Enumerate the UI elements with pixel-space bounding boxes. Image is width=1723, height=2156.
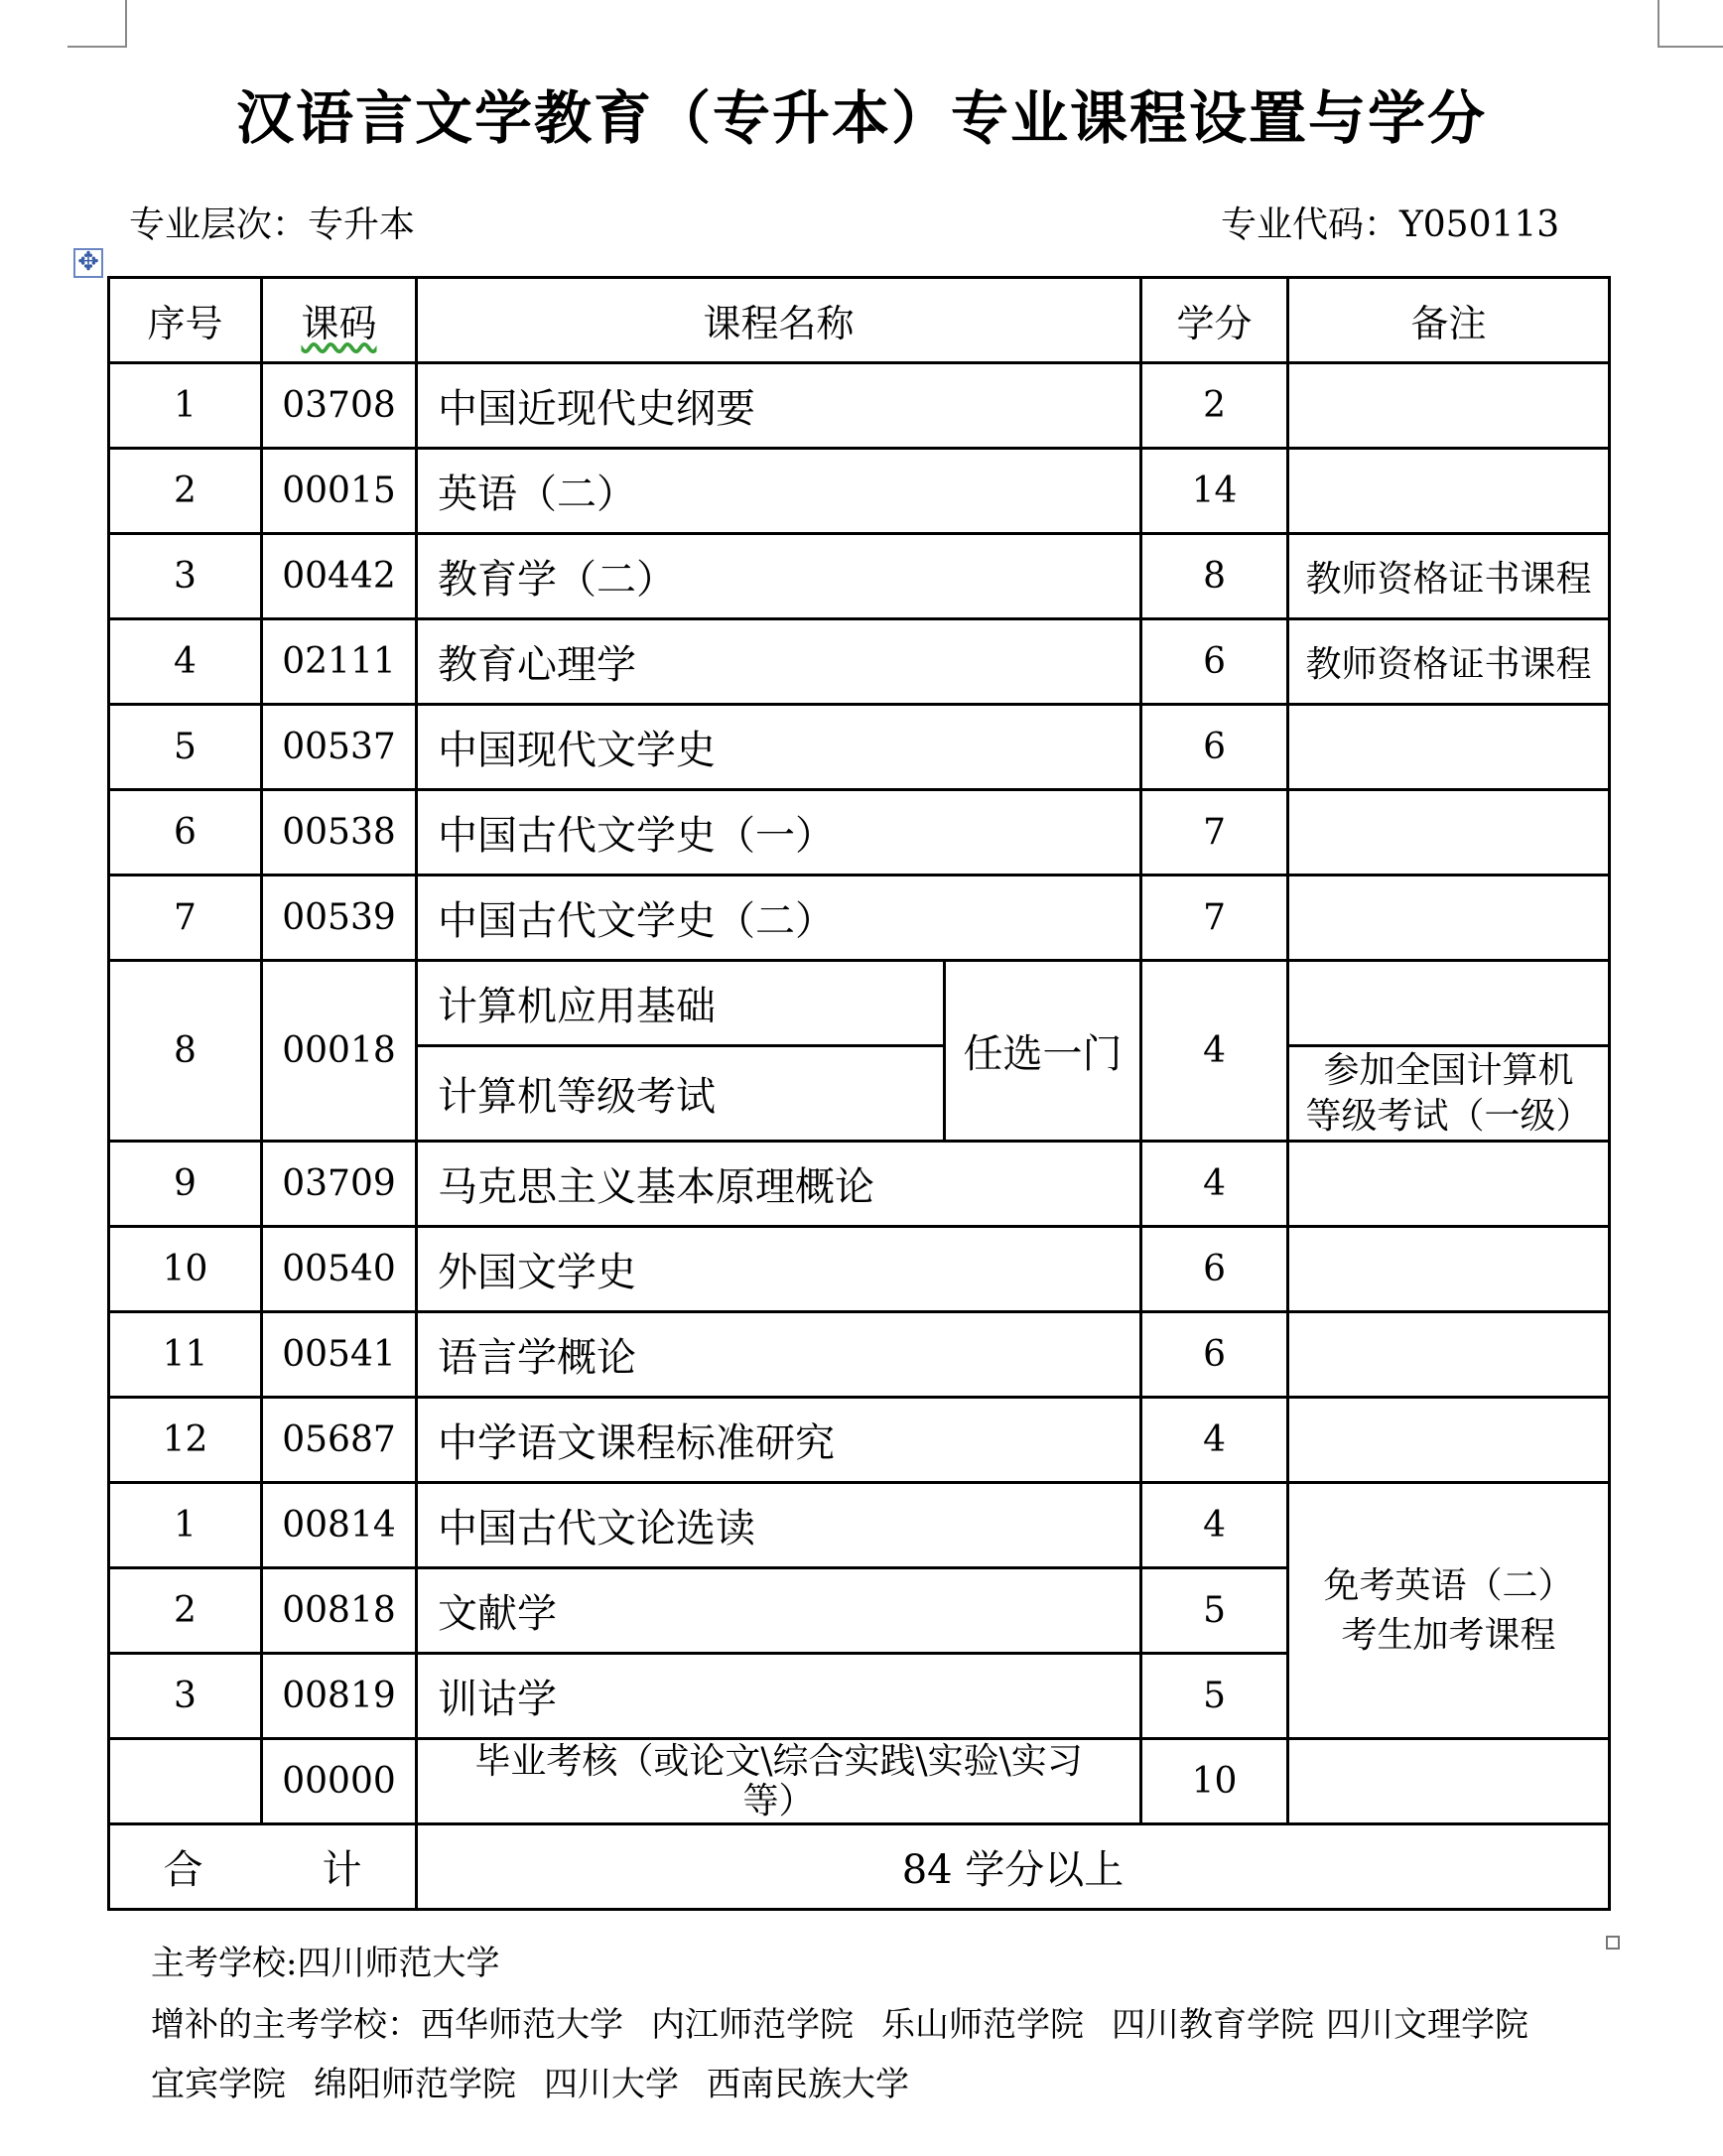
cell-name: 中国古代文学史（二） bbox=[417, 876, 1141, 961]
graduation-line1: 毕业考核（或论文\综合实践\实验\实习 bbox=[474, 1740, 1083, 1782]
cell-no: 5 bbox=[109, 705, 262, 790]
cell-no: 6 bbox=[109, 790, 262, 876]
cell-credit: 6 bbox=[1141, 1312, 1288, 1398]
school-name: 宜宾学院 bbox=[151, 2065, 286, 2104]
cell-name: 中国现代文学史 bbox=[417, 705, 1141, 790]
cell-remark: 教师资格证书课程 bbox=[1288, 534, 1610, 619]
table-header-row bbox=[109, 278, 1610, 363]
cell-name-option-a: 计算机应用基础 bbox=[417, 961, 945, 1046]
cell-remark-exempt bbox=[1288, 1483, 1610, 1739]
cell-name: 教育心理学 bbox=[417, 619, 1141, 705]
table-row bbox=[109, 1483, 1610, 1568]
cell-remark bbox=[1288, 1739, 1610, 1824]
header-remark: 备注 bbox=[1288, 278, 1610, 363]
cell-credit: 4 bbox=[1141, 961, 1288, 1142]
cell-no: 1 bbox=[109, 363, 262, 449]
cell-credit: 5 bbox=[1141, 1568, 1288, 1654]
cell-credit: 6 bbox=[1141, 619, 1288, 705]
cell-no: 10 bbox=[109, 1227, 262, 1312]
table-resize-handle-icon[interactable] bbox=[1606, 1936, 1620, 1950]
remark-exam-line1: 参加全国计算机 bbox=[1323, 1049, 1574, 1091]
cell-no: 9 bbox=[109, 1142, 262, 1227]
cell-no: 12 bbox=[109, 1398, 262, 1483]
total-label bbox=[109, 1824, 417, 1910]
cell-name: 中国古代文论选读 bbox=[417, 1483, 1141, 1568]
total-label-a: 合 bbox=[163, 1847, 203, 1893]
cell-code: 00819 bbox=[262, 1654, 417, 1739]
cell-name: 英语（二） bbox=[417, 449, 1141, 534]
cell-code: 03709 bbox=[262, 1142, 417, 1227]
main-school: 主考学校:四川师范大学 bbox=[151, 1944, 500, 1983]
header-code-label: 课码 bbox=[301, 302, 377, 345]
school-name: 乐山师范学院 bbox=[881, 2005, 1084, 2045]
cell-credit: 4 bbox=[1141, 1483, 1288, 1568]
table-row bbox=[109, 1739, 1610, 1824]
school-name: 内江师范学院 bbox=[651, 2005, 854, 2045]
cell-name: 马克思主义基本原理概论 bbox=[417, 1142, 1141, 1227]
cell-no: 3 bbox=[109, 534, 262, 619]
major-level: 专业层次：专升本 bbox=[129, 204, 416, 245]
cell-credit: 14 bbox=[1141, 449, 1288, 534]
table-move-handle-icon[interactable]: ✥ bbox=[73, 248, 103, 278]
table-row bbox=[109, 790, 1610, 876]
school-name: 绵阳师范学院 bbox=[314, 2065, 516, 2104]
cell-no: 7 bbox=[109, 876, 262, 961]
cell-choice: 任选一门 bbox=[945, 961, 1141, 1142]
cell-name: 语言学概论 bbox=[417, 1312, 1141, 1398]
cell-code: 00537 bbox=[262, 705, 417, 790]
cell-credit: 4 bbox=[1141, 1142, 1288, 1227]
cell-code: 00018 bbox=[262, 961, 417, 1142]
major-code: 专业代码：Y050113 bbox=[1221, 204, 1560, 245]
cell-credit: 5 bbox=[1141, 1654, 1288, 1739]
table-row bbox=[109, 876, 1610, 961]
cell-no: 8 bbox=[109, 961, 262, 1142]
table-row bbox=[109, 1142, 1610, 1227]
cell-code: 00814 bbox=[262, 1483, 417, 1568]
cell-no: 2 bbox=[109, 1568, 262, 1654]
cell-name-graduation bbox=[417, 1739, 1141, 1824]
header-credit: 学分 bbox=[1141, 278, 1288, 363]
table-row bbox=[109, 619, 1610, 705]
remark-exempt-line2: 考生加考课程 bbox=[1341, 1614, 1556, 1656]
table-row bbox=[109, 534, 1610, 619]
cell-remark bbox=[1288, 363, 1610, 449]
cell-credit: 6 bbox=[1141, 705, 1288, 790]
cell-name: 中国古代文学史（一） bbox=[417, 790, 1141, 876]
school-name: 四川大学 bbox=[544, 2065, 679, 2104]
crop-mark-top-left bbox=[67, 0, 127, 48]
cell-remark bbox=[1288, 1398, 1610, 1483]
crop-mark-top-right bbox=[1657, 0, 1723, 48]
cell-code: 00539 bbox=[262, 876, 417, 961]
page-title: 汉语言文学教育（专升本）专业课程设置与学分 bbox=[235, 84, 1487, 152]
cell-credit: 7 bbox=[1141, 876, 1288, 961]
cell-no: 2 bbox=[109, 449, 262, 534]
cell-remark bbox=[1288, 1227, 1610, 1312]
graduation-line2: 等） bbox=[742, 1780, 815, 1821]
cell-credit: 6 bbox=[1141, 1227, 1288, 1312]
table-row bbox=[109, 449, 1610, 534]
cell-no: 11 bbox=[109, 1312, 262, 1398]
total-label-b: 计 bbox=[322, 1847, 362, 1893]
cell-name: 文献学 bbox=[417, 1568, 1141, 1654]
table-row bbox=[109, 363, 1610, 449]
cell-name: 中学语文课程标准研究 bbox=[417, 1398, 1141, 1483]
cell-code: 00442 bbox=[262, 534, 417, 619]
cell-remark bbox=[1288, 876, 1610, 961]
cell-credit: 4 bbox=[1141, 1398, 1288, 1483]
table-row bbox=[109, 705, 1610, 790]
cell-credit: 8 bbox=[1141, 534, 1288, 619]
cell-credit: 7 bbox=[1141, 790, 1288, 876]
school-name: 四川文理学院 bbox=[1326, 2005, 1528, 2045]
cell-name-option-b: 计算机等级考试 bbox=[417, 1046, 945, 1142]
cell-name: 中国近现代史纲要 bbox=[417, 363, 1141, 449]
remark-exam-line2: 等级考试（一级） bbox=[1305, 1095, 1592, 1137]
school-name: 西南民族大学 bbox=[707, 2065, 909, 2104]
cell-remark bbox=[1288, 961, 1610, 1046]
total-value: 84 学分以上 bbox=[417, 1824, 1610, 1910]
cell-code: 00818 bbox=[262, 1568, 417, 1654]
cell-remark bbox=[1288, 705, 1610, 790]
cell-remark bbox=[1288, 1312, 1610, 1398]
total-row bbox=[109, 1824, 1610, 1910]
cell-name: 训诂学 bbox=[417, 1654, 1141, 1739]
table-row bbox=[109, 961, 1610, 1046]
school-name: 西华师范大学 bbox=[421, 2005, 623, 2045]
cell-code: 03708 bbox=[262, 363, 417, 449]
cell-credit: 2 bbox=[1141, 363, 1288, 449]
cell-code: 00538 bbox=[262, 790, 417, 876]
additional-schools-line1 bbox=[151, 1997, 1556, 2046]
cell-no: 4 bbox=[109, 619, 262, 705]
additional-schools-line2 bbox=[151, 2057, 937, 2105]
cell-code: 05687 bbox=[262, 1398, 417, 1483]
cell-code: 02111 bbox=[262, 619, 417, 705]
cell-no bbox=[109, 1739, 262, 1824]
cell-code: 00000 bbox=[262, 1739, 417, 1824]
course-table bbox=[107, 276, 1611, 1911]
cell-code: 00540 bbox=[262, 1227, 417, 1312]
cell-no: 3 bbox=[109, 1654, 262, 1739]
header-code bbox=[262, 278, 417, 363]
table-row bbox=[109, 1312, 1610, 1398]
cell-remark-exam bbox=[1288, 1046, 1610, 1142]
table-row bbox=[109, 1398, 1610, 1483]
remark-exempt-line1: 免考英语（二） bbox=[1323, 1564, 1574, 1606]
cell-code: 00541 bbox=[262, 1312, 417, 1398]
cell-remark bbox=[1288, 1142, 1610, 1227]
cell-name: 外国文学史 bbox=[417, 1227, 1141, 1312]
header-name: 课程名称 bbox=[417, 278, 1141, 363]
cell-code: 00015 bbox=[262, 449, 417, 534]
cell-credit: 10 bbox=[1141, 1739, 1288, 1824]
additional-schools-label: 增补的主考学校： bbox=[151, 2005, 421, 2045]
cell-remark bbox=[1288, 790, 1610, 876]
table-row bbox=[109, 1227, 1610, 1312]
cell-remark bbox=[1288, 449, 1610, 534]
cell-no: 1 bbox=[109, 1483, 262, 1568]
cell-name: 教育学（二） bbox=[417, 534, 1141, 619]
cell-remark: 教师资格证书课程 bbox=[1288, 619, 1610, 705]
header-no: 序号 bbox=[109, 278, 262, 363]
school-name: 四川教育学院 bbox=[1112, 2005, 1314, 2045]
